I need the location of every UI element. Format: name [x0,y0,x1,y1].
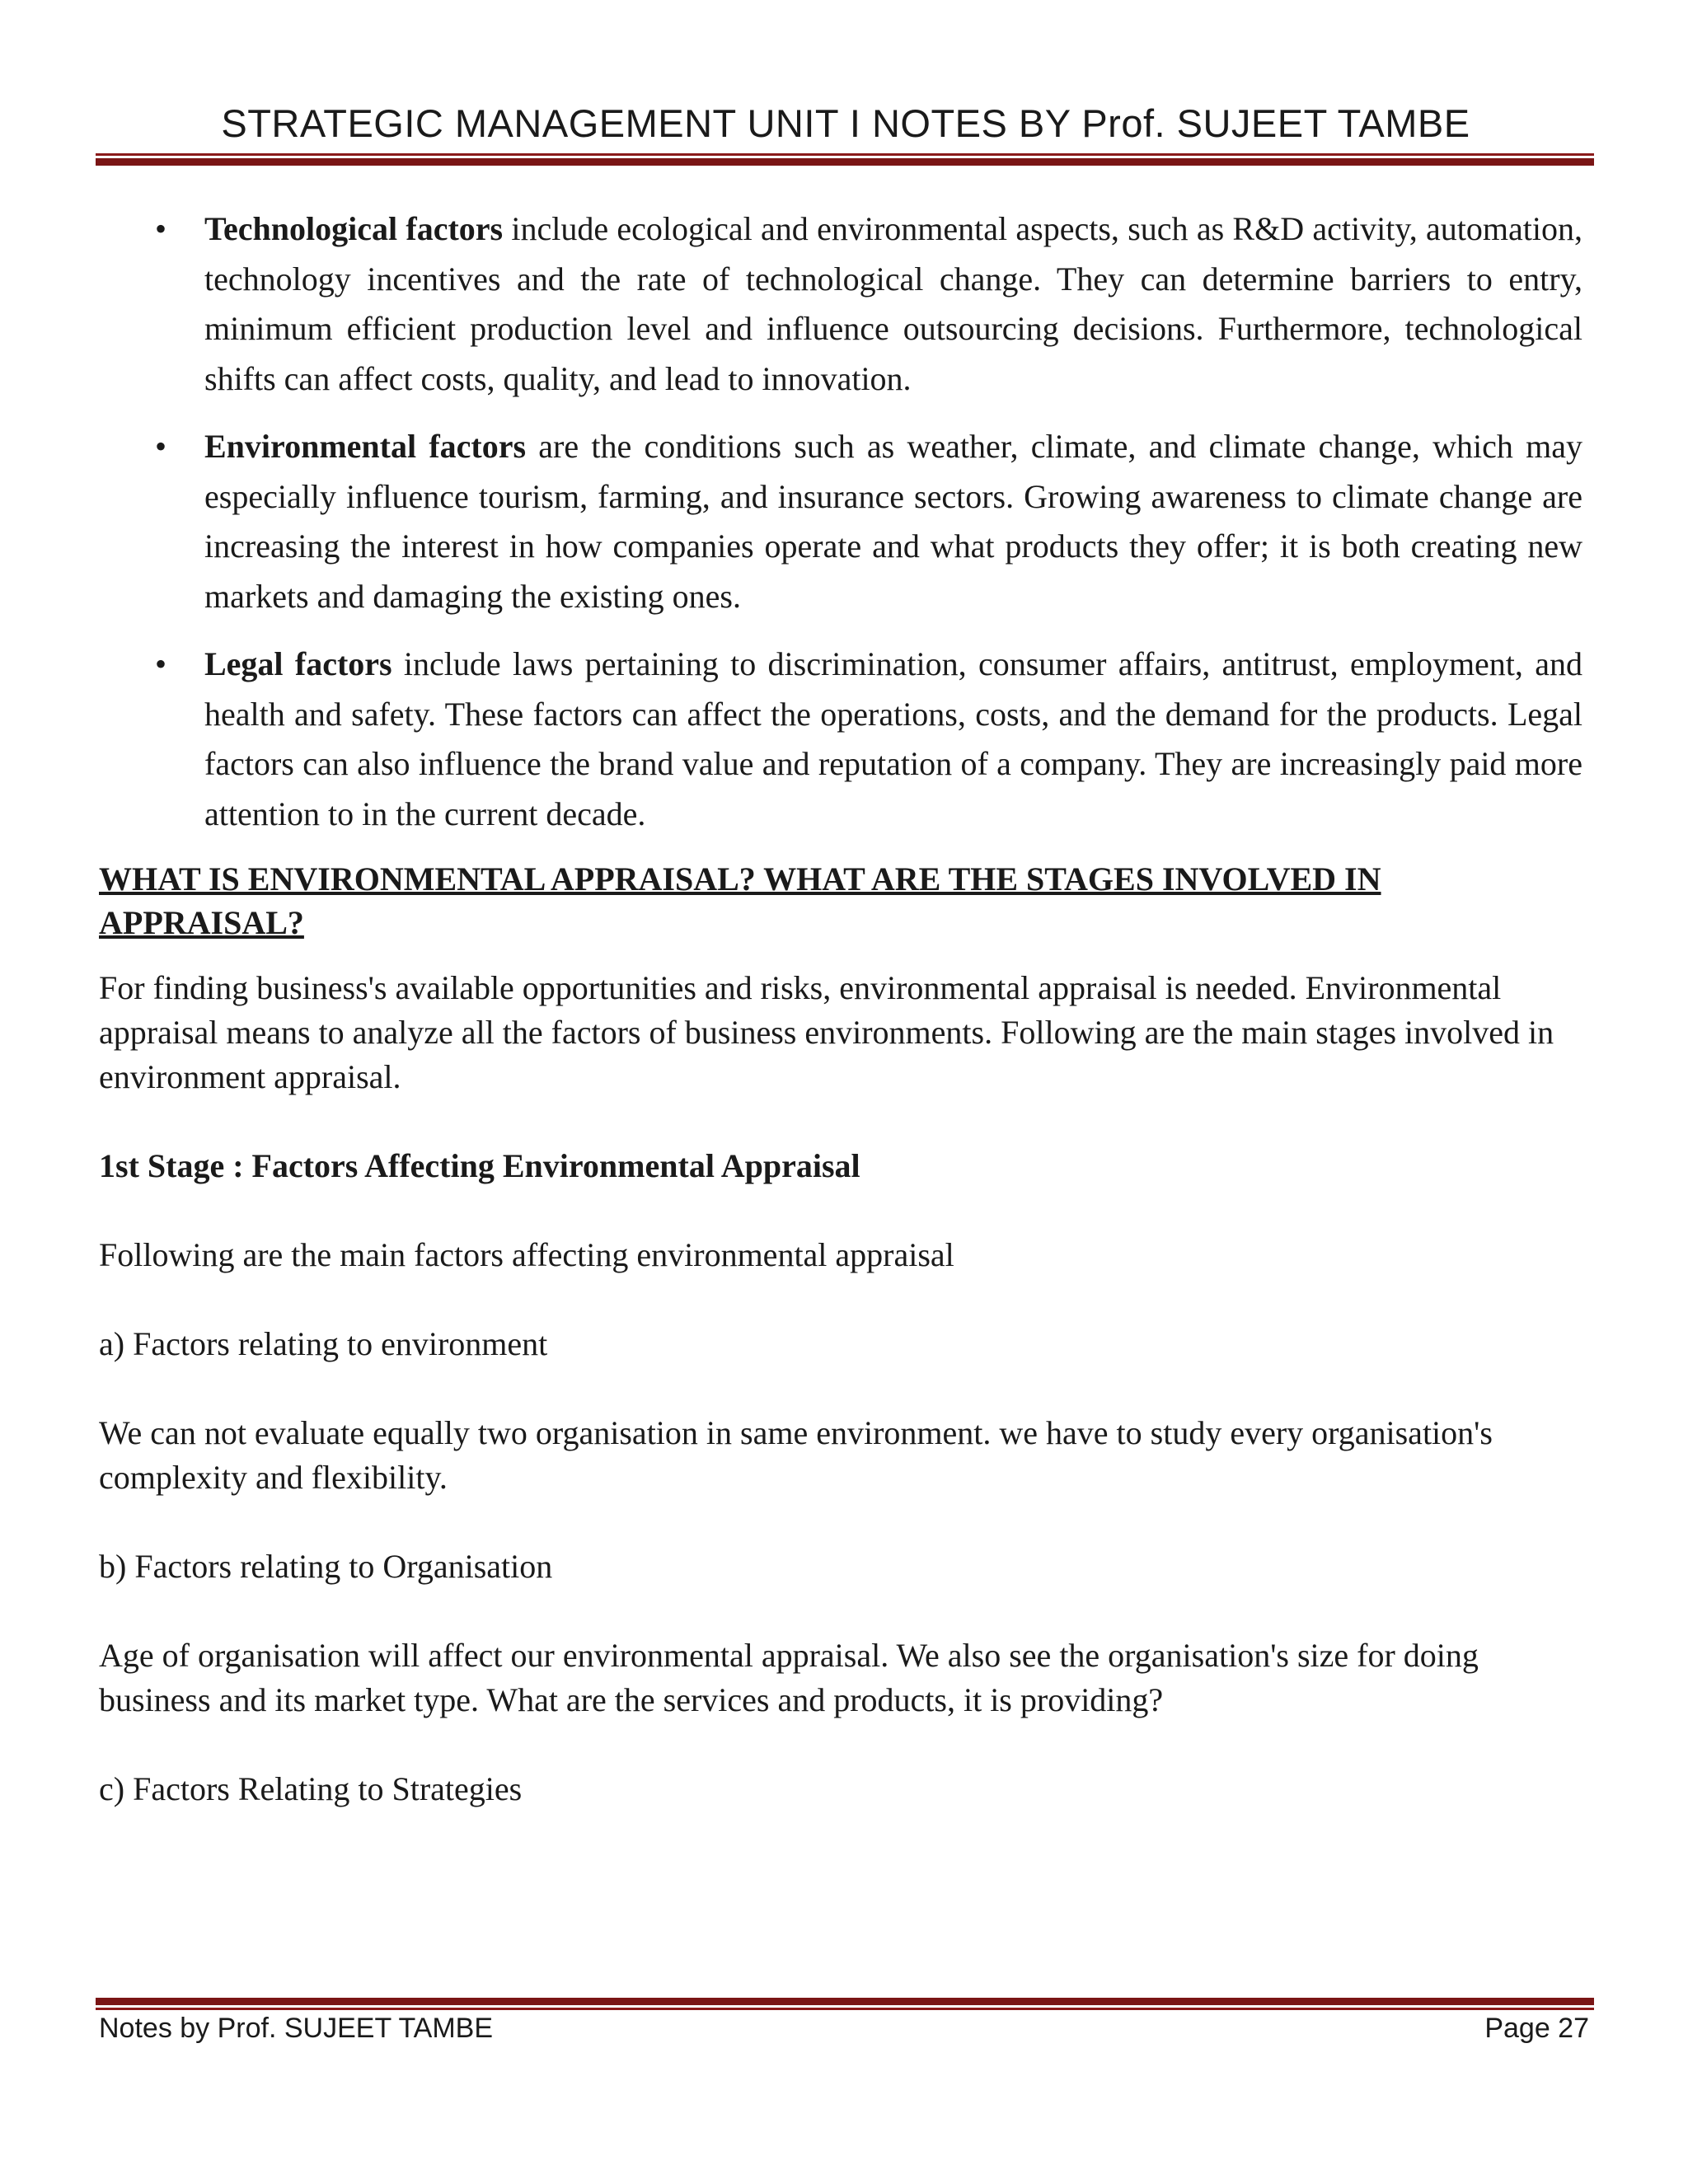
spacer [99,1589,1582,1633]
factor-a-title: a) Factors relating to environment [99,1325,548,1362]
factor-bullet-list [99,204,1582,839]
factor-b-text: Age of organisation will affect our environmental appraisal. We also see the organisation's size for doing business and its market type. What are the services and products, it is providing? [99,1637,1479,1718]
factor-c-title: c) Factors Relating to Strategies [99,1770,523,1807]
spacer [99,1277,1582,1322]
spacer [99,1722,1582,1767]
factor-a-text: We can not evaluate equally two organisation in same environment. we have to study every organisation's complexity and flexibility. [99,1414,1493,1496]
footer-page-number: Page 27 [1484,2013,1589,2044]
header-rule-thin [96,153,1594,156]
bullet-text: are the conditions such as weather, climate, and climate change, which may especially influence tourism, farming, and insurance sectors. Growing awareness to climate change are increasing the interest in how companies operate and what products they offer; it is both creating new markets and damaging the existing ones. [204,428,1582,615]
bullet-term: Environmental factors [204,428,527,465]
bullet-technological-factors [99,204,1582,404]
spacer [99,1366,1582,1411]
spacer [99,1188,1582,1233]
section-heading: WHAT IS ENVIRONMENTAL APPRAISAL? WHAT ARE THE STAGES INVOLVED IN APPRAISAL? [99,860,1381,941]
bullet-text: include ecological and environmental aspects, such as R&D activity, automation, technology incentives and the rate of technological change. They can determine barriers to entry, minimum efficient production level and influence outsourcing decisions. Furthermore, technological shifts can affect costs, quality, and lead to innovation. [204,210,1582,397]
factor-b-title: b) Factors relating to Organisation [99,1548,553,1585]
header-rule-thick [96,158,1594,166]
footer-rule-thick [96,1998,1594,2005]
stage-1-intro: Following are the main factors affecting environmental appraisal [99,1236,954,1273]
section-intro-paragraph: For finding business's available opportunities and risks, environmental appraisal is needed. Environmental appraisal means to analyze all the factors of business environments. Following are the main stages involved in environment appraisal. [99,969,1554,1095]
bullet-dot-icon: • [155,428,167,465]
footer-rule-thin [96,2008,1594,2010]
stage-1-heading: 1st Stage : Factors Affecting Environmental Appraisal [99,1147,860,1184]
page-content [99,204,1582,1811]
bullet-term: Technological factors [204,210,504,247]
bullet-term: Legal factors [204,645,392,682]
bullet-text: include laws pertaining to discrimination, consumer affairs, antitrust, employment, and health and safety. These factors can affect the operations, costs, and the demand for the products. Legal factors can also influence the brand value and reputation of a company. They are increasingly paid more attention to in the current decade. [204,645,1582,832]
spacer [99,1500,1582,1544]
bullet-dot-icon: • [155,645,167,682]
bullet-dot-icon: • [155,210,167,247]
bullet-environmental-factors [99,422,1582,621]
bullet-legal-factors [99,640,1582,839]
page-header-title: STRATEGIC MANAGEMENT UNIT I NOTES BY Prof. SUJEET TAMBE [221,101,1470,145]
spacer [99,1099,1582,1144]
footer-author: Notes by Prof. SUJEET TAMBE [99,2013,494,2044]
